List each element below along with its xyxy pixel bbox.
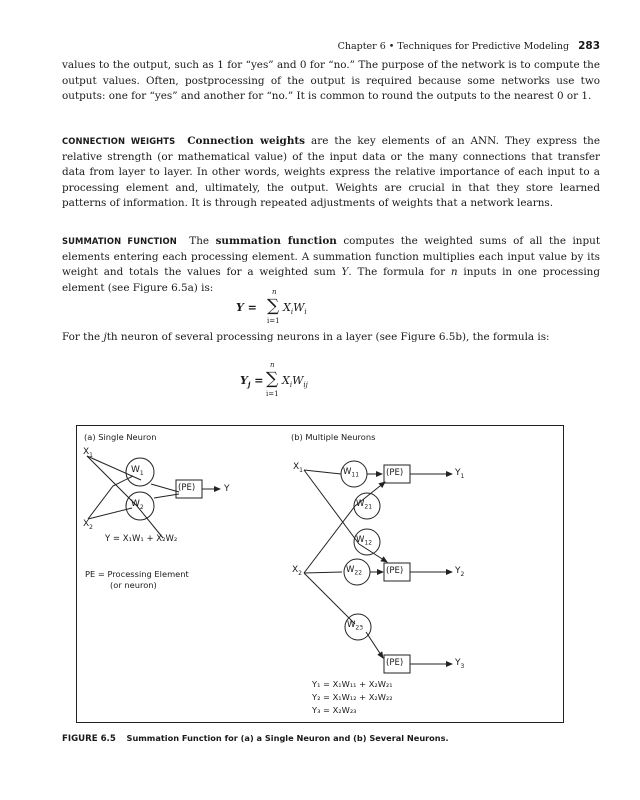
- b-w23-to-pe3: [366, 632, 383, 658]
- b-x1-to-w12: [304, 470, 359, 544]
- a-y-label: Y: [224, 484, 230, 494]
- b-x2-label: $X_2$: [292, 565, 302, 577]
- a-x2-label: $X_2$: [83, 519, 93, 531]
- b-formula-y1: Y₁ = X₁W₁₁ + X₂W₂₁: [312, 679, 393, 689]
- a-formula: Y = X₁W₁ + X₂W₂: [105, 534, 178, 544]
- panel-b-title: (b) Multiple Neurons: [291, 432, 376, 442]
- chapter-label: Chapter 6: [337, 41, 386, 52]
- header-bullet: •: [388, 41, 395, 52]
- var-y: Y: [341, 266, 349, 279]
- chapter-title: Techniques for Predictive Modeling: [397, 41, 570, 52]
- b-formula-y3: Y₃ = X₂W₂₃: [312, 705, 357, 715]
- b-x1-to-w11: [304, 470, 341, 474]
- a-w2-label: $W_2$: [131, 499, 144, 511]
- a-w1-label: $W_1$: [131, 465, 144, 477]
- a-pe-label: (PE): [178, 483, 196, 493]
- b-formulas: [312, 678, 393, 717]
- figure-number: FIGURE 6.5: [62, 734, 116, 744]
- formula1-lhs: Y =: [236, 301, 257, 314]
- formula1-lower: i=1: [267, 317, 280, 325]
- b-w21-label: $W_{21}$: [356, 499, 373, 511]
- b-x1-label: $X_1$: [293, 462, 303, 474]
- a-x2-line-2: [88, 476, 133, 519]
- a-x1-line-2: [87, 456, 163, 538]
- b-pe2-label: (PE): [386, 566, 404, 576]
- b-w12-label: $W_{12}$: [356, 535, 373, 547]
- b-w23-label: $W_{23}$: [347, 620, 364, 632]
- a-pe-definition: PE = Processing Element: [85, 569, 189, 579]
- intro-paragraph: values to the output, such as 1 for “yes” and 0 for “no.” The purpose of the network is to compute the output values. Often, postprocessing of the output is required because some networks use two outputs: one for “yes” and another for “no.” It is common to round the outputs to the nearest 0 or 1.: [62, 59, 600, 103]
- summation-text-4: inputs in one processing element (see Figure 6.5a) is:: [62, 266, 600, 294]
- page-number: 283: [578, 40, 600, 52]
- a-pe-definition-note: (or neuron): [110, 580, 157, 590]
- a-w2-to-pe: [154, 494, 179, 498]
- b-y2-label: $Y_2$: [455, 566, 465, 578]
- figure-6-5: [76, 425, 564, 723]
- formula2-lower: i=1: [266, 390, 279, 398]
- connection-weights-paragraph: [62, 134, 600, 212]
- b-pe1-label: (PE): [386, 468, 404, 478]
- formula-several-neurons: [240, 361, 360, 401]
- b-w22-label: $W_{22}$: [346, 565, 363, 577]
- b-y1-label: $Y_1$: [455, 468, 465, 480]
- summation-function-term: summation function: [215, 235, 337, 247]
- formula2-term: $X_iW_{ij}$: [282, 374, 308, 390]
- connection-weights-term: Connection weights: [187, 135, 306, 147]
- connection-weights-text: are the key elements of an ANN. They express the relative strength (or mathematical value) of the input data or the many connections that transfer data from layer to layer. In other words, weights express the relative importance of each input to a processing element and, ultimately, the output. Weights are crucial in that they store learned patterns of information. It is through repeated adjustments of weights that a network learns.: [62, 135, 600, 210]
- running-header: [62, 40, 600, 52]
- b-formula-y2: Y₂ = X₁W₁₂ + X₂W₂₂: [312, 692, 393, 702]
- formula1-sigma: ∑: [267, 296, 280, 316]
- summation-text-1: The: [189, 235, 210, 247]
- b-w11-label: $W_{11}$: [343, 467, 360, 479]
- b-x2-to-w22: [304, 572, 342, 573]
- var-j: j: [103, 331, 107, 343]
- formula2-sigma: ∑: [266, 369, 279, 389]
- figure-caption-text: Summation Function for (a) a Single Neuron and (b) Several Neurons.: [126, 733, 449, 743]
- panel-a-title: (a) Single Neuron: [84, 432, 157, 442]
- var-n: n: [450, 266, 458, 279]
- connection-weights-heading: CONNECTION WEIGHTS: [62, 136, 176, 146]
- formula2-lhs: $Y_j$ =: [240, 374, 264, 390]
- a-w1-to-pe: [151, 484, 179, 492]
- a-x1-label: $X_1$: [83, 447, 93, 459]
- summation-text-3: . The formula for: [348, 266, 446, 279]
- b-pe3-label: (PE): [386, 658, 404, 668]
- formula-single-neuron: [236, 288, 356, 328]
- formula2-upper: n: [270, 361, 275, 369]
- summation-text-2: computes the weighted sums of all the input elements entering each processing element. A summation function multiplies each input value by its weight and totals the values for a weighted sum: [62, 235, 600, 279]
- neuron-paragraph: For the jth neuron of several processing neurons in a layer (see Figure 6.5b), the formula is:: [62, 331, 550, 343]
- formula1-term: $X_iW_i$: [283, 301, 307, 317]
- figure-caption: [62, 733, 449, 744]
- b-y3-label: $Y_3$: [455, 658, 465, 670]
- summation-function-heading: SUMMATION FUNCTION: [62, 236, 177, 246]
- formula1-upper: n: [272, 288, 277, 296]
